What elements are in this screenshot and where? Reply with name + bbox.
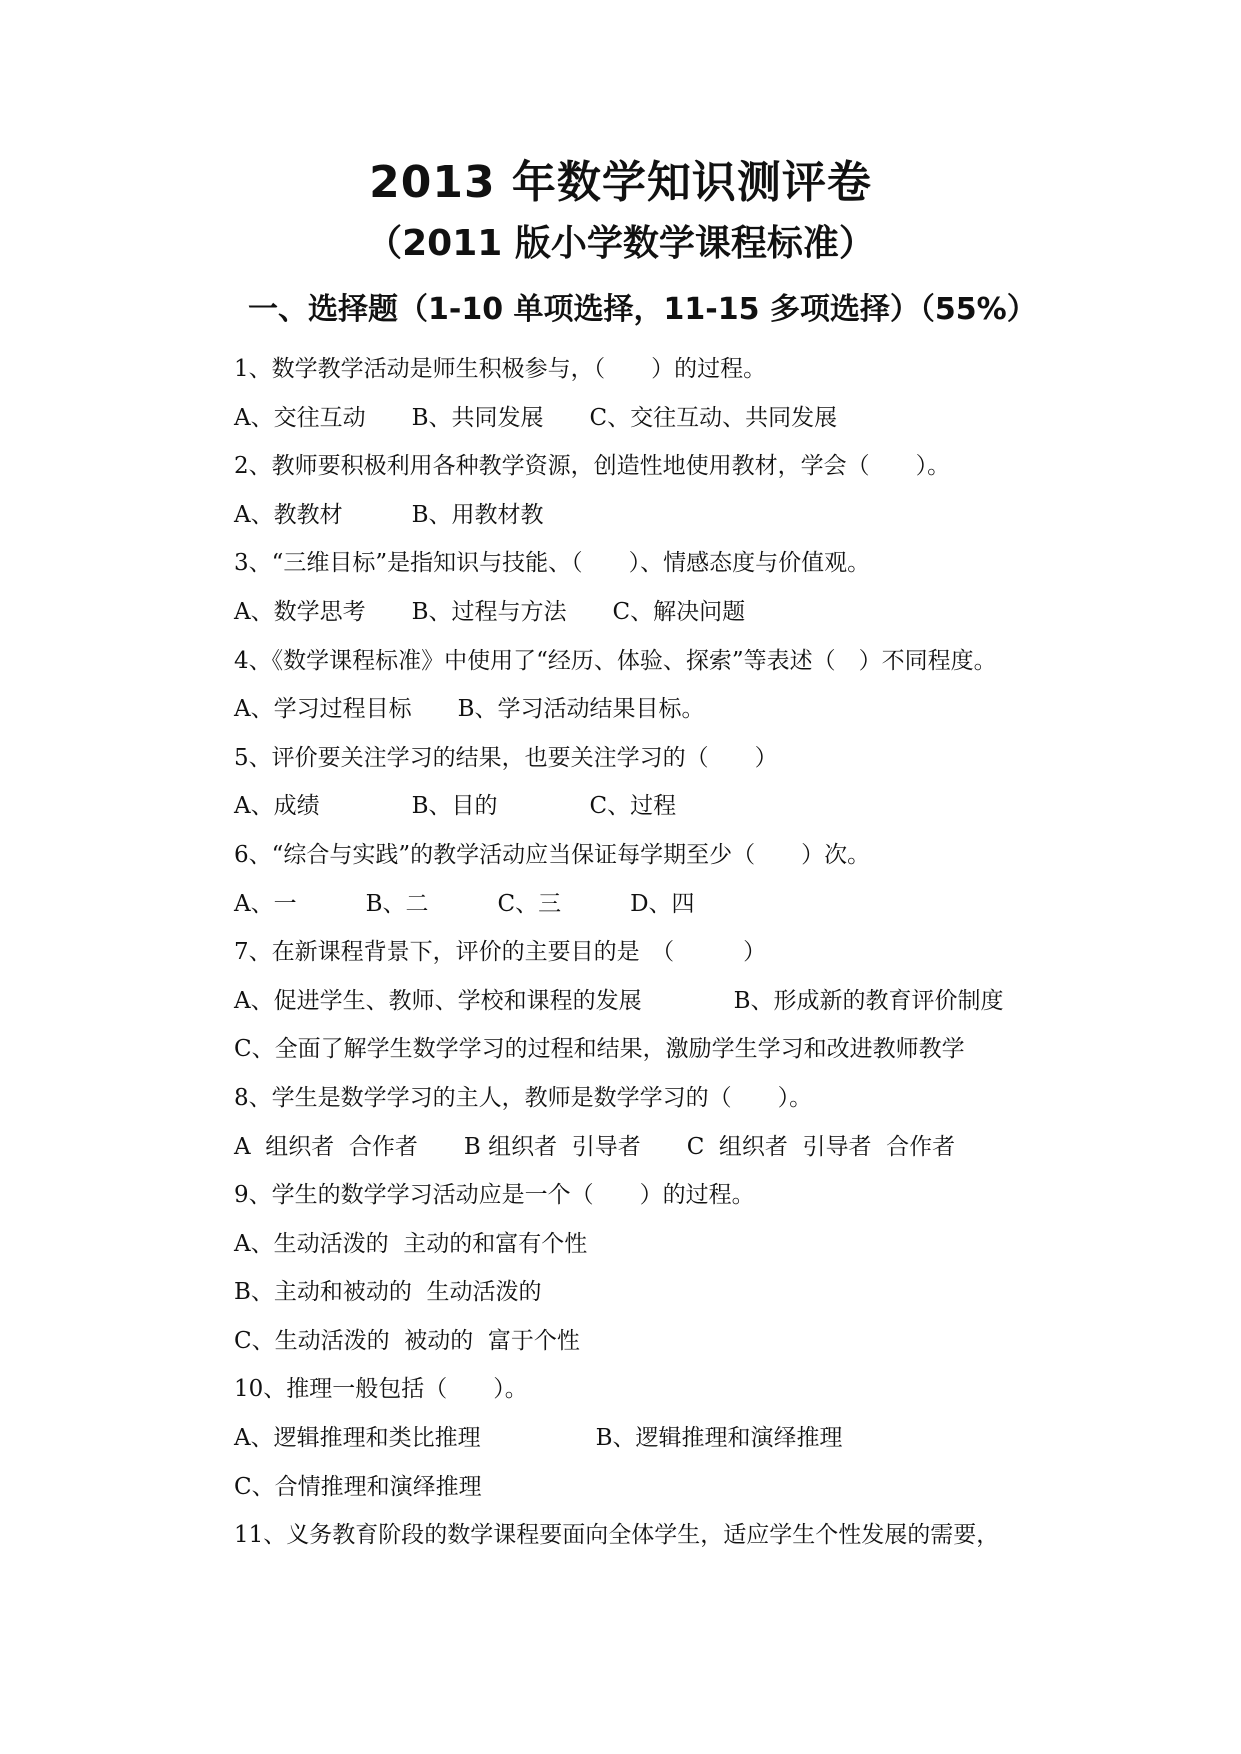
- answer-options: A、数学思考 B、过程与方法 C、解决问题: [234, 598, 746, 625]
- question-text: 11、义务教育阶段的数学课程要面向全体学生，适应学生个性发展的需要，: [234, 1522, 1000, 1549]
- question-text: 7、在新课程背景下，评价的主要目的是 （ ）: [234, 939, 767, 966]
- page-subtitle: （2011 版小学数学课程标准）: [366, 223, 875, 264]
- answer-options: A、交往互动 B、共同发展 C、交往互动、共同发展: [234, 404, 838, 431]
- answer-options: A、教教材 B、用教材教: [234, 501, 544, 528]
- question-text: 9、学生的数学学习活动应是一个（ ）的过程。: [234, 1182, 755, 1209]
- question-text: 8、学生是数学学习的主人，教师是数学学习的（ ）。: [234, 1084, 813, 1111]
- question-text: 2、教师要积极利用各种教学资源，创造性地使用教材，学会（ ）。: [234, 453, 951, 480]
- answer-option: C、合情推理和演绎推理: [234, 1473, 482, 1500]
- question-text: 4、《数学课程标准》中使用了“经历、体验、探索”等表述（ ）不同程度。: [234, 647, 997, 674]
- answer-options: A、逻辑推理和类比推理 B、逻辑推理和演绎推理: [234, 1425, 843, 1452]
- answer-options: A、成绩 B、目的 C、过程: [234, 793, 677, 820]
- question-text: 10、推理一般包括（ ）。: [234, 1376, 528, 1403]
- answer-options: A、一 B、二 C、三 D、四: [234, 890, 695, 917]
- page-title: 2013 年数学知识测评卷: [369, 157, 872, 208]
- answer-option: B、主动和被动的 生动活泼的: [234, 1279, 542, 1306]
- question-text: 3、“三维目标”是指知识与技能、（ ）、情感态度与价值观。: [234, 550, 871, 577]
- question-text: 5、评价要关注学习的结果，也要关注学习的（ ）: [234, 744, 778, 771]
- answer-options: A 组织者 合作者 B 组织者 引导者 C 组织者 引导者 合作者: [234, 1133, 956, 1160]
- answer-options: A、学习过程目标 B、学习活动结果目标。: [234, 696, 705, 723]
- answer-options: A、促进学生、教师、学校和课程的发展 B、形成新的教育评价制度: [234, 987, 1004, 1014]
- answer-option: C、生动活泼的 被动的 富于个性: [234, 1327, 580, 1354]
- answer-option: A、生动活泼的 主动的和富有个性: [234, 1230, 588, 1257]
- question-text: 6、“综合与实践”的教学活动应当保证每学期至少（ ）次。: [234, 841, 871, 868]
- answer-option: C、全面了解学生数学学习的过程和结果，激励学生学习和改进教师教学: [234, 1036, 965, 1063]
- question-text: 1、数学教学活动是师生积极参与，（ ）的过程。: [234, 356, 767, 382]
- question-list: [234, 345, 1114, 1560]
- section-heading: 一、选择题（1-10 单项选择，11-15 多项选择）（55%）: [248, 292, 1037, 327]
